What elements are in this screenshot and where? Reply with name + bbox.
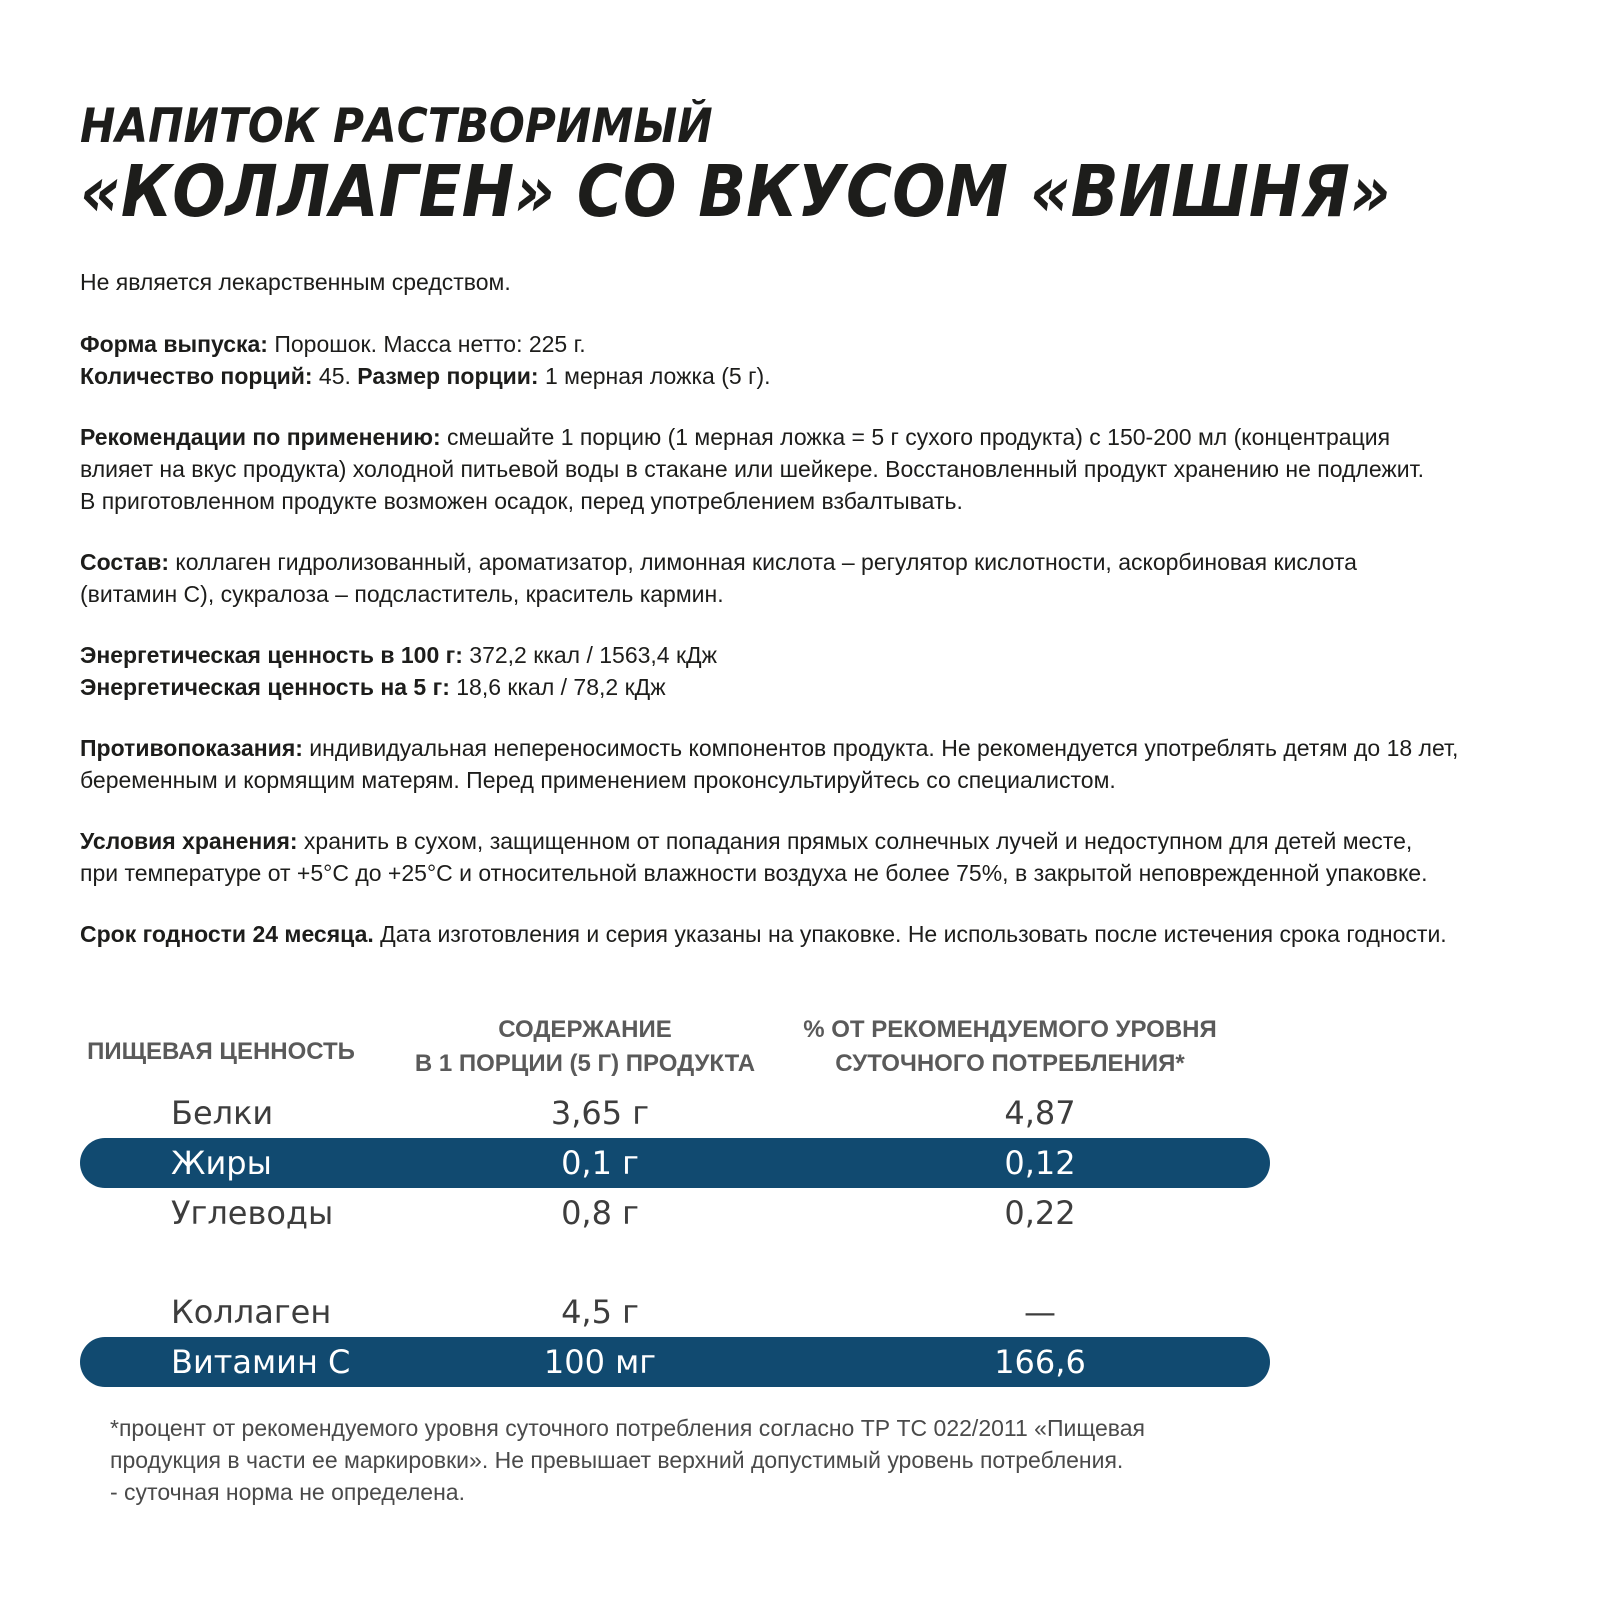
composition-section: Состав: коллаген гидролизованный, ароматизатор, лимонная кислота – регулятор кислотности, аскорбиновая кислота (витамин С), сукралоза – подсластитель, краситель кармин. xyxy=(80,549,1357,607)
nutrient-amount: 0,8 г xyxy=(561,1194,639,1232)
nutrient-daily-percent: 4,87 xyxy=(1004,1094,1076,1132)
contraindications-section: Противопоказания: индивидуальная непереносимость компонентов продукта. Не рекомендуется употреблять детям до 18 лет, беременным и кормящим матерям. Перед применением проконсультируйтесь со специалистом. xyxy=(80,735,1459,793)
nutrient-amount: 3,65 г xyxy=(550,1094,650,1132)
composition-label: Состав: xyxy=(80,549,170,575)
nutrient-name: Витамин С xyxy=(171,1343,351,1381)
table-row xyxy=(80,1188,1270,1238)
nutrient-daily-percent: — xyxy=(1024,1293,1056,1331)
energy-section: Энергетическая ценность в 100 г: 372,2 ккал / 1563,4 кДж Энергетическая ценность на 5 г: 18,6 ккал / 78,2 кДж xyxy=(80,642,718,700)
nutrient-name: Коллаген xyxy=(171,1293,332,1331)
shelf-life-section: Срок годности 24 месяца. Дата изготовления и серия указаны на упаковке. Не использовать после истечения срока годности. xyxy=(80,921,1447,947)
form-label: Форма выпуска: xyxy=(80,331,268,357)
nutrient-amount: 4,5 г xyxy=(561,1293,639,1331)
nutrient-name: Жиры xyxy=(171,1144,272,1182)
product-title-line1: НАПИТОК РАСТВОРИМЫЙ xyxy=(80,99,713,154)
usage-label: Рекомендации по применению: xyxy=(80,424,441,450)
shelf-life-label: Срок годности 24 месяца. xyxy=(80,921,374,947)
servings-value: 45. xyxy=(312,363,358,389)
nutrient-name: Белки xyxy=(171,1094,274,1132)
footnote: *процент от рекомендуемого уровня суточного потребления согласно ТР ТС 022/2011 «Пищевая продукция в части ее маркировки». Не превышает верхний допустимый уровень потребления. - суточная норма не определена. xyxy=(110,1415,1145,1505)
table-header-content: СОДЕРЖАНИЕ В 1 ПОРЦИИ (5 Г) ПРОДУКТА xyxy=(414,1016,756,1077)
form-section xyxy=(80,328,771,392)
storage-label: Условия хранения: xyxy=(80,828,298,854)
usage-section: Рекомендации по применению: смешайте 1 порцию (1 мерная ложка = 5 г сухого продукта) с 150-200 мл (концентрация влияет на вкус продукта) холодной питьевой воды в стакане или шейкере. Восстановленный продукт хранению не подлежит. В приготовленном продукте возможен осадок, перед употреблением взбалтывать. xyxy=(80,424,1424,514)
table-row xyxy=(80,1287,1270,1337)
servings-label: Количество порций: xyxy=(80,363,313,389)
energy-5-label: Энергетическая ценность на 5 г: xyxy=(80,674,450,700)
table-row xyxy=(80,1138,1270,1188)
table-row xyxy=(80,1337,1270,1387)
serving-size-value: 1 мерная ложка (5 г). xyxy=(538,363,771,389)
nutrient-name: Углеводы xyxy=(171,1194,334,1232)
table-header-pct: % ОТ РЕКОМЕНДУЕМОГО УРОВНЯ СУТОЧНОГО ПОТРЕБЛЕНИЯ* xyxy=(803,1016,1217,1077)
nutrient-amount: 0,1 г xyxy=(561,1144,639,1182)
nutrient-amount: 100 мг xyxy=(543,1343,657,1381)
table-header-name: ПИЩЕВАЯ ЦЕННОСТЬ xyxy=(87,1038,355,1065)
energy-100-label: Энергетическая ценность в 100 г: xyxy=(80,642,463,668)
not-medicine-note: Не является лекарственным средством. xyxy=(80,269,511,295)
nutrient-daily-percent: 166,6 xyxy=(994,1343,1086,1381)
form-value: Порошок. Масса нетто: 225 г. xyxy=(267,331,586,357)
storage-section: Условия хранения: хранить в сухом, защищенном от попадания прямых солнечных лучей и недоступном для детей месте, при температуре от +5°С до +25°С и относительной влажности воздуха не более 75%, в закрытой неповрежденной упаковке. xyxy=(80,828,1428,886)
nutrient-daily-percent: 0,12 xyxy=(1004,1144,1076,1182)
nutrient-daily-percent: 0,22 xyxy=(1004,1194,1076,1232)
table-row xyxy=(80,1088,1270,1138)
contraindications-label: Противопоказания: xyxy=(80,735,303,761)
product-title-line2: «КОЛЛАГЕН» СО ВКУСОМ «ВИШНЯ» xyxy=(80,150,1391,233)
serving-size-label: Размер порции: xyxy=(357,363,539,389)
